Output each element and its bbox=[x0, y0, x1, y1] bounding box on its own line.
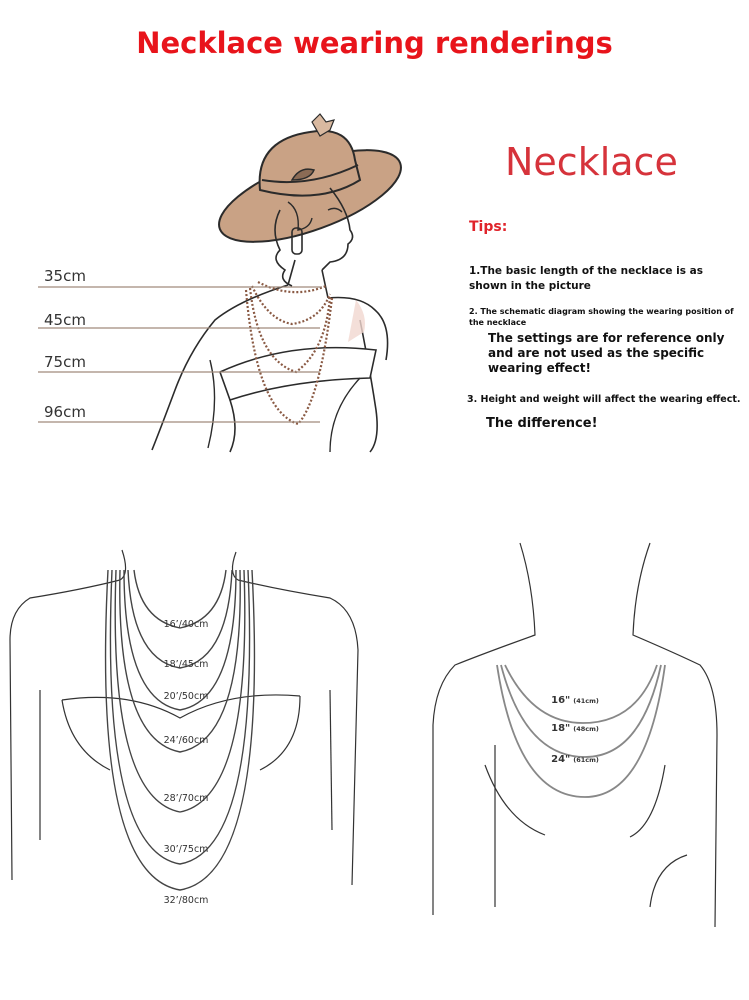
chain-length-label: 32’/80cm bbox=[163, 895, 209, 906]
size-cm: (41cm) bbox=[573, 697, 599, 705]
page-title: Necklace wearing renderings bbox=[136, 26, 613, 60]
svg-text:16"(41cm) bbox=[551, 695, 599, 706]
size-cm: (48cm) bbox=[573, 725, 599, 733]
tip-2-note: The settings are for reference only and are not used as the specific wearing effect! bbox=[488, 331, 725, 375]
tip-3-note: The difference! bbox=[486, 416, 598, 431]
size-inch: 16" bbox=[551, 695, 571, 706]
tip-3: 3. Height and weight will affect the wearing effect. bbox=[467, 394, 741, 405]
svg-text:24"(61cm) bbox=[551, 754, 599, 765]
woman-hat-illustration bbox=[30, 110, 430, 455]
chain-length-label: 24’/60cm bbox=[163, 735, 209, 746]
bust-lengths-diagram bbox=[0, 540, 375, 925]
necklace-heading: Necklace bbox=[505, 140, 678, 184]
chain-length-label: 28’/70cm bbox=[163, 793, 209, 804]
size-cm: (61cm) bbox=[573, 756, 599, 764]
svg-text:18"(48cm) bbox=[551, 723, 599, 734]
chain-length-label: 30’/75cm bbox=[163, 844, 209, 855]
size-inch: 18" bbox=[551, 723, 571, 734]
chain-length-label: 16’/40cm bbox=[163, 619, 209, 630]
size-inch: 24" bbox=[551, 754, 571, 765]
tip-2: 2. The schematic diagram showing the wearing position of the necklace bbox=[469, 307, 734, 327]
length-label: 35cm bbox=[44, 267, 86, 285]
length-label: 96cm bbox=[44, 403, 86, 421]
chain-length-label: 20’/50cm bbox=[163, 691, 209, 702]
length-label: 75cm bbox=[44, 353, 86, 371]
length-label: 45cm bbox=[44, 311, 86, 329]
chain-length-label: 18’/45cm bbox=[163, 659, 209, 670]
tips-heading: Tips: bbox=[469, 219, 508, 235]
tip-1: 1.The basic length of the necklace is as shown in the picture bbox=[469, 265, 703, 292]
bust-sizes-diagram bbox=[425, 535, 725, 930]
